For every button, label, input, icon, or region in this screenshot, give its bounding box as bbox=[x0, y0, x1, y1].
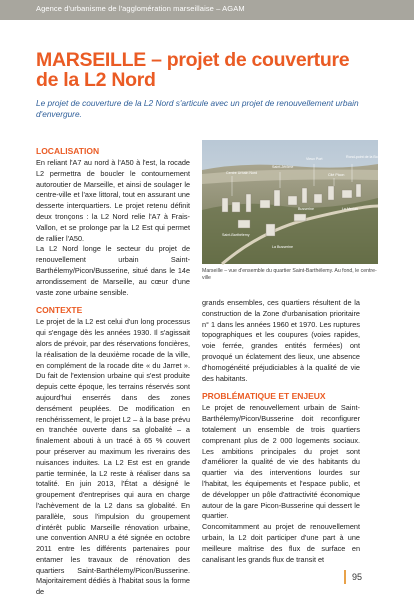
page-number: 95 bbox=[352, 572, 363, 582]
paragraph: En reliant l'A7 au nord à l'A50 à l'est, la rocade L2 permettra de boucler le contournement autoroutier de Marseille, et ainsi de soulager le centre-ville et l'axe littoral, tout en assurant une desserte interquartiers. Le projet retenu définit deux tronçons : la L2 Nord relie l'A7 à Frais-Vallon, et se prolonge par la L2 Est qui permet de rallier l'A50. bbox=[36, 158, 190, 243]
paragraph: La L2 Nord longe le secteur du projet de renouvellement urbain Saint-Barthélemy/Picon/Busserine, situé dans le 14e arrondissement de Marseille, au cœur d'une vaste zone urbaine sensible. bbox=[36, 244, 190, 297]
photo-caption: Marseille – vue d'ensemble du quartier Saint-Barthélemy. Au fond, le centre-ville bbox=[202, 268, 377, 281]
heading-problematique: PROBLÉMATIQUE ET ENJEUX bbox=[202, 391, 326, 402]
heading-contexte: CONTEXTE bbox=[36, 305, 83, 316]
photo-label: Centre Urbain Nord bbox=[226, 171, 258, 175]
right-column bbox=[202, 298, 360, 565]
aerial-photo-illustration bbox=[202, 140, 383, 264]
photo-label: Vieux Port bbox=[306, 157, 323, 161]
left-column bbox=[36, 146, 190, 598]
folio-divider bbox=[344, 570, 346, 584]
paragraph: Concomitamment au projet de renouvellement urbain, la L2 doit participer d'une part à une meilleure maîtrise des flux de surface en canalisant les grands flux de transit et bbox=[202, 522, 360, 564]
subtitle: Le projet de couverture de la L2 Nord s'articule avec un projet de renouvellement urbain d'envergure. bbox=[36, 98, 359, 119]
photo-label: Saint-Barthélemy bbox=[222, 233, 250, 237]
photo-label: La Busserine bbox=[272, 245, 293, 249]
header-text: Agence d'urbanisme de l'agglomération marseillaise – AGAM bbox=[36, 4, 245, 13]
photo-label: Rond-point de la Boule bbox=[346, 155, 383, 159]
paragraph: grands ensembles, ces quartiers résultent de la construction de la Zone d'urbanisation prioritaire n° 1 dans les années 1960 et 1970. Les ruptures topographiques et les coupures (voies rapides, voie ferrée, grandes entités fermées) ont provoqué un éclatement des lieux, une absence d'homogénéité préjudiciables à la qualité de vie des habitants. bbox=[202, 298, 360, 383]
aerial-photo bbox=[202, 140, 383, 264]
photo-label: Le Merlan bbox=[342, 207, 358, 211]
paragraph: Le projet de la L2 est celui d'un long processus qui s'engage dès les années 1930. Il s'agissait alors de prévoir, par des réservations foncières, la réalisation de la deuxième rocade de la ville, en complément de la rocade dite « du Jarret ». Du fait de l'extension urbaine qui s'est produite depuis cette époque, les terrains réservés sont aujourd'hui enserrés dans des zones densément peuplées. De modification en renchérissement, le projet L2 – à la base prévu en tranchée ouverte dans sa globalité – a finalement abouti à un tracé à 65 % couvert pour préserver au maximum les riverains des nuisances induites. La L2 Est est en grande partie terminée, la L2 reste à réaliser dans sa totalité. En juin 2013, l'État a désigné le groupement d'entreprises qui aura en charge l'achèvement de la L2 dans sa globalité. En parallèle, sous l'impulsion du groupement d'intérêt public Marseille rénovation urbaine, une convention ANRU a été signée en octobre 2011 entre les différents partenaires pour entamer les travaux de rénovation des quartiers Saint-Barthélemy/Picon/Busserine. Majoritairement dédiés à l'habitat sous la forme de bbox=[36, 317, 190, 597]
heading-localisation: LOCALISATION bbox=[36, 146, 100, 156]
photo-label: Cité Picon bbox=[328, 173, 345, 177]
header-bar bbox=[0, 0, 414, 20]
paragraph: Le projet de renouvellement urbain de Saint-Barthélemy/Picon/Busserine doit reconfigurer totalement un ensemble de trois quartiers comprenant plus de 2 000 logements sociaux. Les ambitions principales du projet sont d'améliorer la qualité de vie des habitants du quartier via des interventions lourdes sur l'habitat, les équipements et l'espace public, et de développer un pôle d'attractivité économique autour de la gare Picon-Busserine qui dessert le quartier. bbox=[202, 403, 360, 521]
photo-label: Saint-Jérôme bbox=[272, 165, 294, 169]
page-title: MARSEILLE – projet de couverture de la L2 Nord bbox=[36, 49, 350, 91]
photo-label: Busserine bbox=[298, 207, 314, 211]
